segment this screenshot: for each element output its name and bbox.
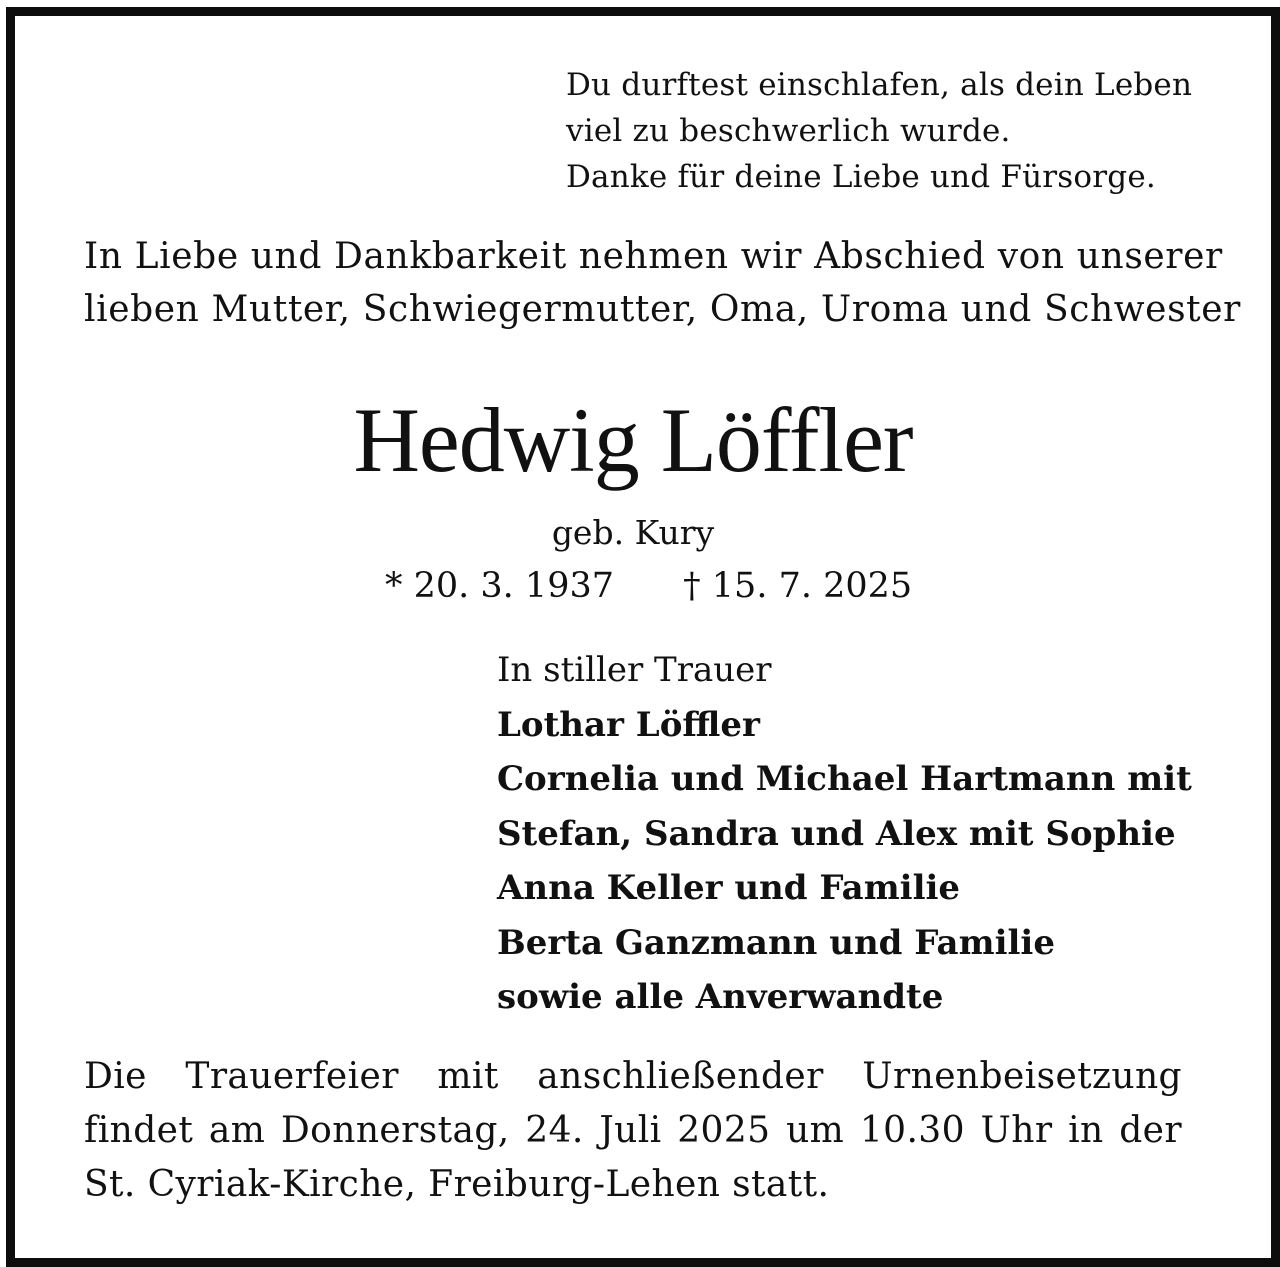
motto-line: Danke für deine Liebe und Fürsorge.: [566, 159, 1156, 195]
ceremony-info: [84, 1050, 1182, 1212]
mourner-name: Berta Ganzmann und Familie: [497, 922, 1055, 963]
motto-line: viel zu beschwerlich wurde.: [566, 113, 1011, 149]
mourner-name: Cornelia und Michael Hartmann mit: [497, 759, 1192, 799]
intro-line: lieben Mutter, Schwiegermutter, Oma, Uroma und Schwester: [84, 289, 1241, 330]
mourner-name: Stefan, Sandra und Alex mit Sophie: [497, 813, 1176, 854]
intro-line: In Liebe und Dankbarkeit nehmen wir Abschied von unserer: [84, 236, 1223, 277]
mourner-name: sowie alle Anverwandte: [497, 977, 944, 1017]
motto: [566, 62, 1192, 200]
ceremony-line: findet am Donnerstag, 24. Juli 2025 um 10.30 Uhr in der: [84, 1110, 1182, 1151]
ceremony-line: St. Cyriak-Kirche, Freiburg-Lehen statt.: [84, 1164, 830, 1205]
mourner-name: Lothar Löffler: [497, 704, 760, 745]
life-dates: [385, 562, 912, 610]
deceased-name: Hedwig Löffler: [353, 389, 913, 491]
death-date: † 15. 7. 2025: [683, 566, 913, 606]
birth-date: * 20. 3. 1937: [385, 566, 615, 606]
mourner-name: Anna Keller und Familie: [497, 868, 961, 908]
mourners-lead: In stiller Trauer: [497, 650, 772, 690]
maiden-name: geb. Kury: [551, 513, 715, 552]
motto-line: Du durftest einschlafen, als dein Leben: [566, 67, 1193, 103]
ceremony-line: Die Trauerfeier mit anschließender Urnenbeisetzung: [84, 1056, 1182, 1097]
intro-text: [84, 230, 1241, 336]
mourners-list: [497, 643, 1192, 1025]
